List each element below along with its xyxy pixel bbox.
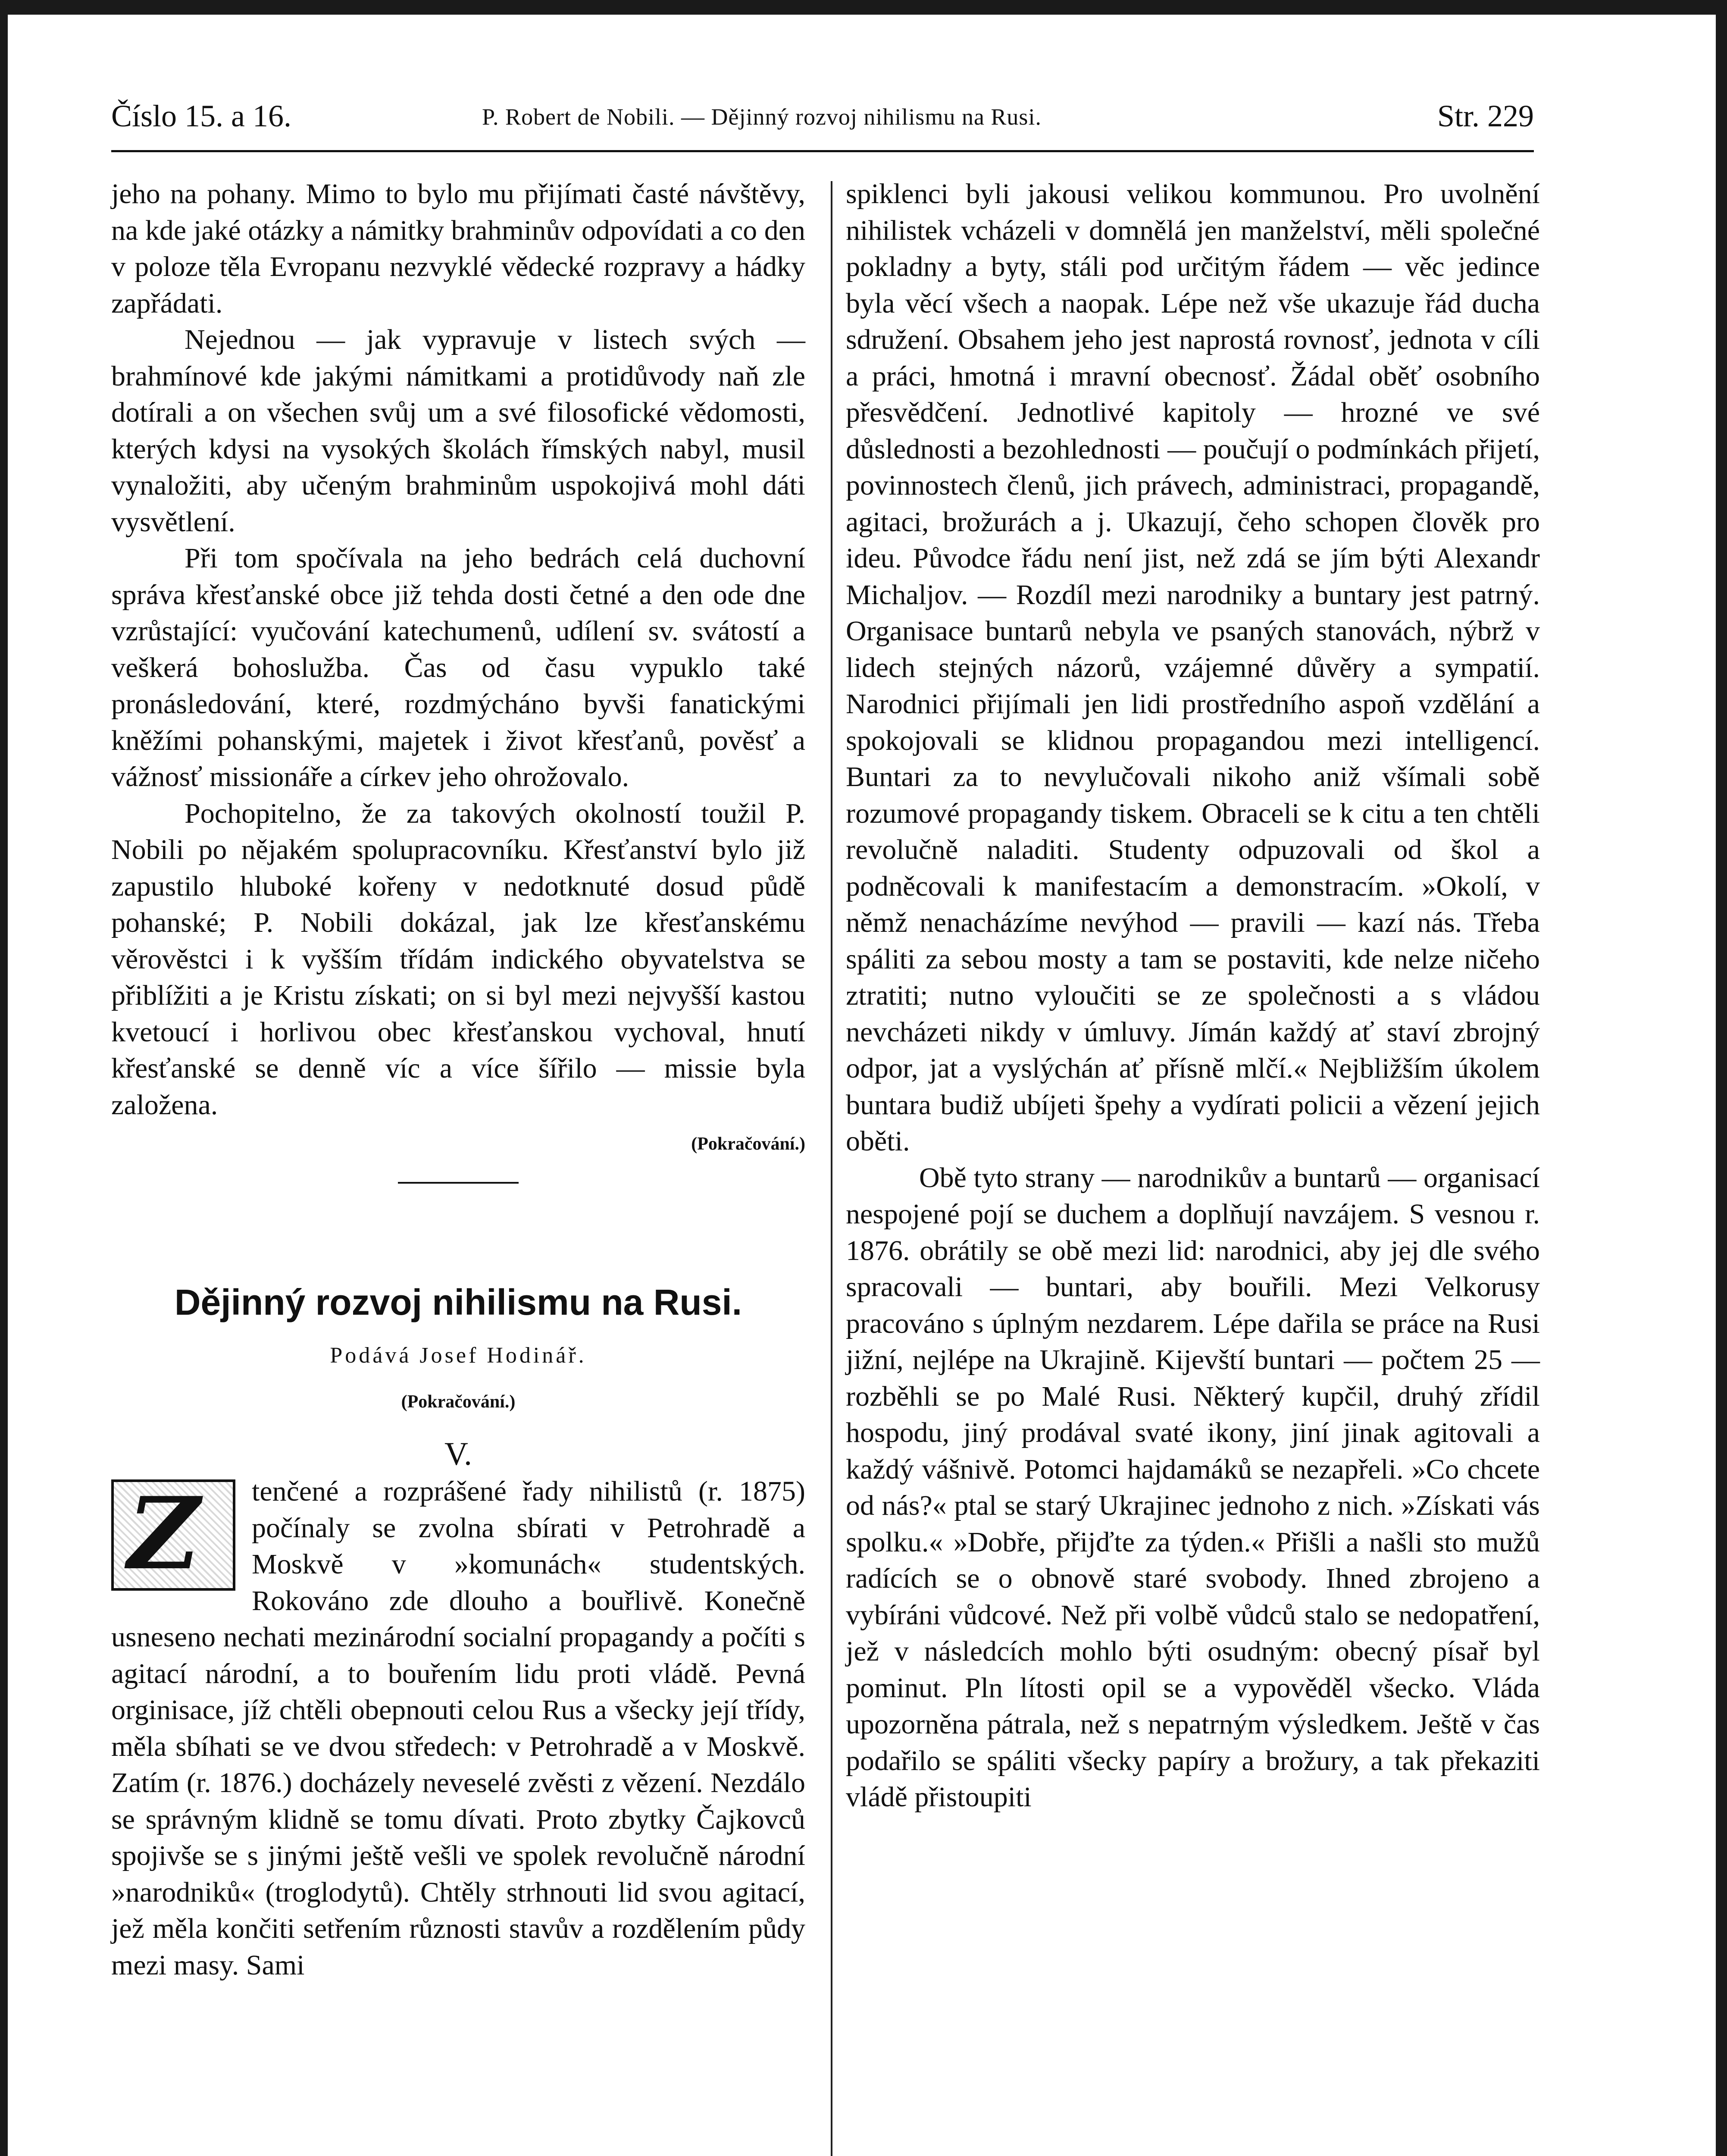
- paragraph: Nejednou — jak vypravuje v listech svých — brahmínové kde jakými námitkami a protidůvody naň zle dotírali a on všechen svůj um a své filosofické vědomosti, kterých kdysi na vysokých školách římských nabyl, musil vynaložiti, aby učeným brahminům uspokojivá mohl dáti vysvětlení.: [111, 324, 805, 538]
- running-header: [111, 91, 1534, 147]
- drop-cap: [111, 1476, 241, 1594]
- byline: Podává Josef Hodinář.: [330, 1343, 587, 1368]
- header-rule: [111, 150, 1534, 152]
- opening-paragraph-text: tenčené a rozprášené řady nihilistů (r. 1875) počínaly se zvolna sbírati v Petrohradě a Moskvě v »komunách« studentských. Rokováno zde dlouho a bouřlivě. Konečně usneseno nechati mezinárodní socialní propagandy a počíti s agitací národní, a to bouřením lidu proti vládě. Pevná orginisace, jíž chtěli obepnouti celou Rus a všecky její třídy, měla sbíhati se ve dvou středech: v Petrohradě a v Moskvě. Zatím (r. 1876.) docházely neveselé zvěsti z vězení. Nezdálo se správným klidně se tomu dívati. Proto zbytky Čajkovců spojivše se s jinými ještě vešli ve spolek revolučně národní »narodniků« (troglodytů). Chtěly strhnouti lid svou agitací, jež měla končiti setřením různosti stavův a rozdělením půdy mezi masy. Sami: [111, 1476, 805, 1981]
- scan-border-left: [0, 0, 8, 2156]
- column-divider: [831, 181, 832, 2156]
- running-title: P. Robert de Nobili. — Dějinný rozvoj nihilismu na Rusi.: [482, 104, 1042, 130]
- paragraph: Při tom spočívala na jeho bedrách celá duchovní správa křesťanské obce již tehda dosti četné a den ode dne vzrůstající: vyučování katechumenů, udílení sv. svátostí a veškerá bohoslužba. Čas od času vypuklo také pronásledování, které, rozdmýcháno byvši fanatickými kněžími pohanskými, majetek i život křesťanů, pověsť a vážnosť missionáře a církev jeho ohrožovalo.: [111, 542, 805, 793]
- paragraph: spiklenci byli jakousi velikou kommunou. Pro uvolnění nihilistek vcházeli v domnělá jen manželství, měli společné pokladny a byty, stáli pod určitým řádem — věc jedince byla věcí všech a naopak. Lépe než vše ukazuje řád ducha sdružení. Obsahem jeho jest naprostá rovnosť, jednota v cíli a práci, hmotná i mravní obecnosť. Žádal oběť osobního přesvědčení. Jednotlivé kapitoly — hrozné ve své důslednosti a bezohlednosti — poučují o podmínkách přijetí, povinnostech členů, jich právech, administraci, propagandě, agitaci, brožurách a j. Ukazují, čeho schopen člověk pro ideu. Původce řádu není jist, než zdá se jím býti Alexandr Michaljov. — Rozdíl mezi narodniky a buntary jest patrný. Organisace buntarů nebyla ve psaných stanovách, nýbrž v lidech stejných názorů, vzájemné důvěry a sympatií. Narodnici přijímali jen lidi prostředního aspoň vzdělání a spokojovali se klidnou propagandou mezi intelligencí. Buntari za to nevylučovali nikoho aniž všímali sobě rozumové propagandy tiskem. Obraceli se k citu a ten chtěli revolučně naladiti. Studenty odpuzovali od škol a podněcovali k manifestacím a demonstracím. »Okolí, v němž nenacházíme nevýhod — pravili — kazí nás. Třeba spáliti za sebou mosty a tam se postaviti, kde nelze ničeho ztratiti; nutno vyloučiti se ze společnosti a s vládou nevcházeti nikdy v úmluvy. Jímán každý ať staví zbrojný odpor, jat a vyslýchán ať přísně mlčí.« Nejbližším úkolem buntara budiž ubíjeti špehy a vydírati policii a vězení jejich oběti.: [846, 178, 1540, 1157]
- continued-note-2: (Pokračování.): [401, 1392, 516, 1412]
- right-column: [846, 176, 1540, 1816]
- paragraph: Obě tyto strany — narodnikův a buntarů — organisací nespojené pojí se duchem a doplňují navzájem. S vesnou r. 1876. obrátily se obě mezi lid: narodnici, aby jej dle svého spracovali — buntari, aby bouřili. Mezi Velkorusy pracováno s úplným nezdarem. Lépe dařila se práce na Rusi jižní, nejlépe na Ukrajině. Kijevští buntari — počtem 25 — rozběhli se po Malé Rusi. Některý kupčil, druhý zřídil hospodu, jiný prodával svaté ikony, jiní jinak agitovali a každý vášnivě. Potomci hajdamáků se nezapřeli. »Co chcete od nás?« ptal se starý Ukrajinec jednoho z nich. »Získati vás spolku.« »Dobře, přijďte za týden.« Přišli a našli sto mužů radících se o obnově staré svobody. Ihned zbrojeno a vybíráni vůdcové. Než při volbě vůdců stalo se nedopatření, jež v následcích mohlo býti osudným: obecný písař byl pominut. Pln lítosti opil se a vypověděl všecko. Vláda upozorněna pátrala, než s nepatrným výsledkem. Ještě v čas podařilo se spáliti všecky papíry a brožury, a tak překaziti vládě přistoupiti: [846, 1162, 1540, 1813]
- page-number: Str. 229: [1437, 99, 1534, 133]
- section-separator: [398, 1182, 519, 1184]
- opening-paragraph: [111, 1473, 805, 1984]
- drop-cap-letter: Z: [128, 1476, 200, 1592]
- paragraph: Pochopitelno, že za takových okolností toužil P. Nobili po nějakém spolupracovníku. Křesťanství bylo již zapustilo hluboké kořeny v nedotknuté dosud půdě pohanské; P. Nobili dokázal, jak lze křesťanskému věrověstci i k vyšším třídám indického obyvatelstva se přiblížiti a je Kristu získati; on si byl mezi nejvyšší kastou kvetoucí i horlivou obec křesťanskou vychoval, hnutí křesťanské se denně víc a více šířilo — missie byla založena.: [111, 797, 805, 1121]
- issue-number: Číslo 15. a 16.: [111, 99, 292, 133]
- scan-border-right: [1716, 0, 1727, 2156]
- continued-note: (Pokračování.): [691, 1134, 805, 1154]
- left-column: [111, 176, 805, 1984]
- chapter-number: V.: [444, 1436, 472, 1472]
- article-title: Dějinný rozvoj nihilismu na Rusi.: [174, 1282, 742, 1322]
- scan-border-top: [0, 0, 1727, 15]
- paragraph: jeho na pohany. Mimo to bylo mu přijímati časté návštěvy, na kde jaké otázky a námitky brahminův odpovídati a co den v poloze těla Evropanu nezvyklé vědecké rozpravy a hádky zapřádati.: [111, 178, 805, 319]
